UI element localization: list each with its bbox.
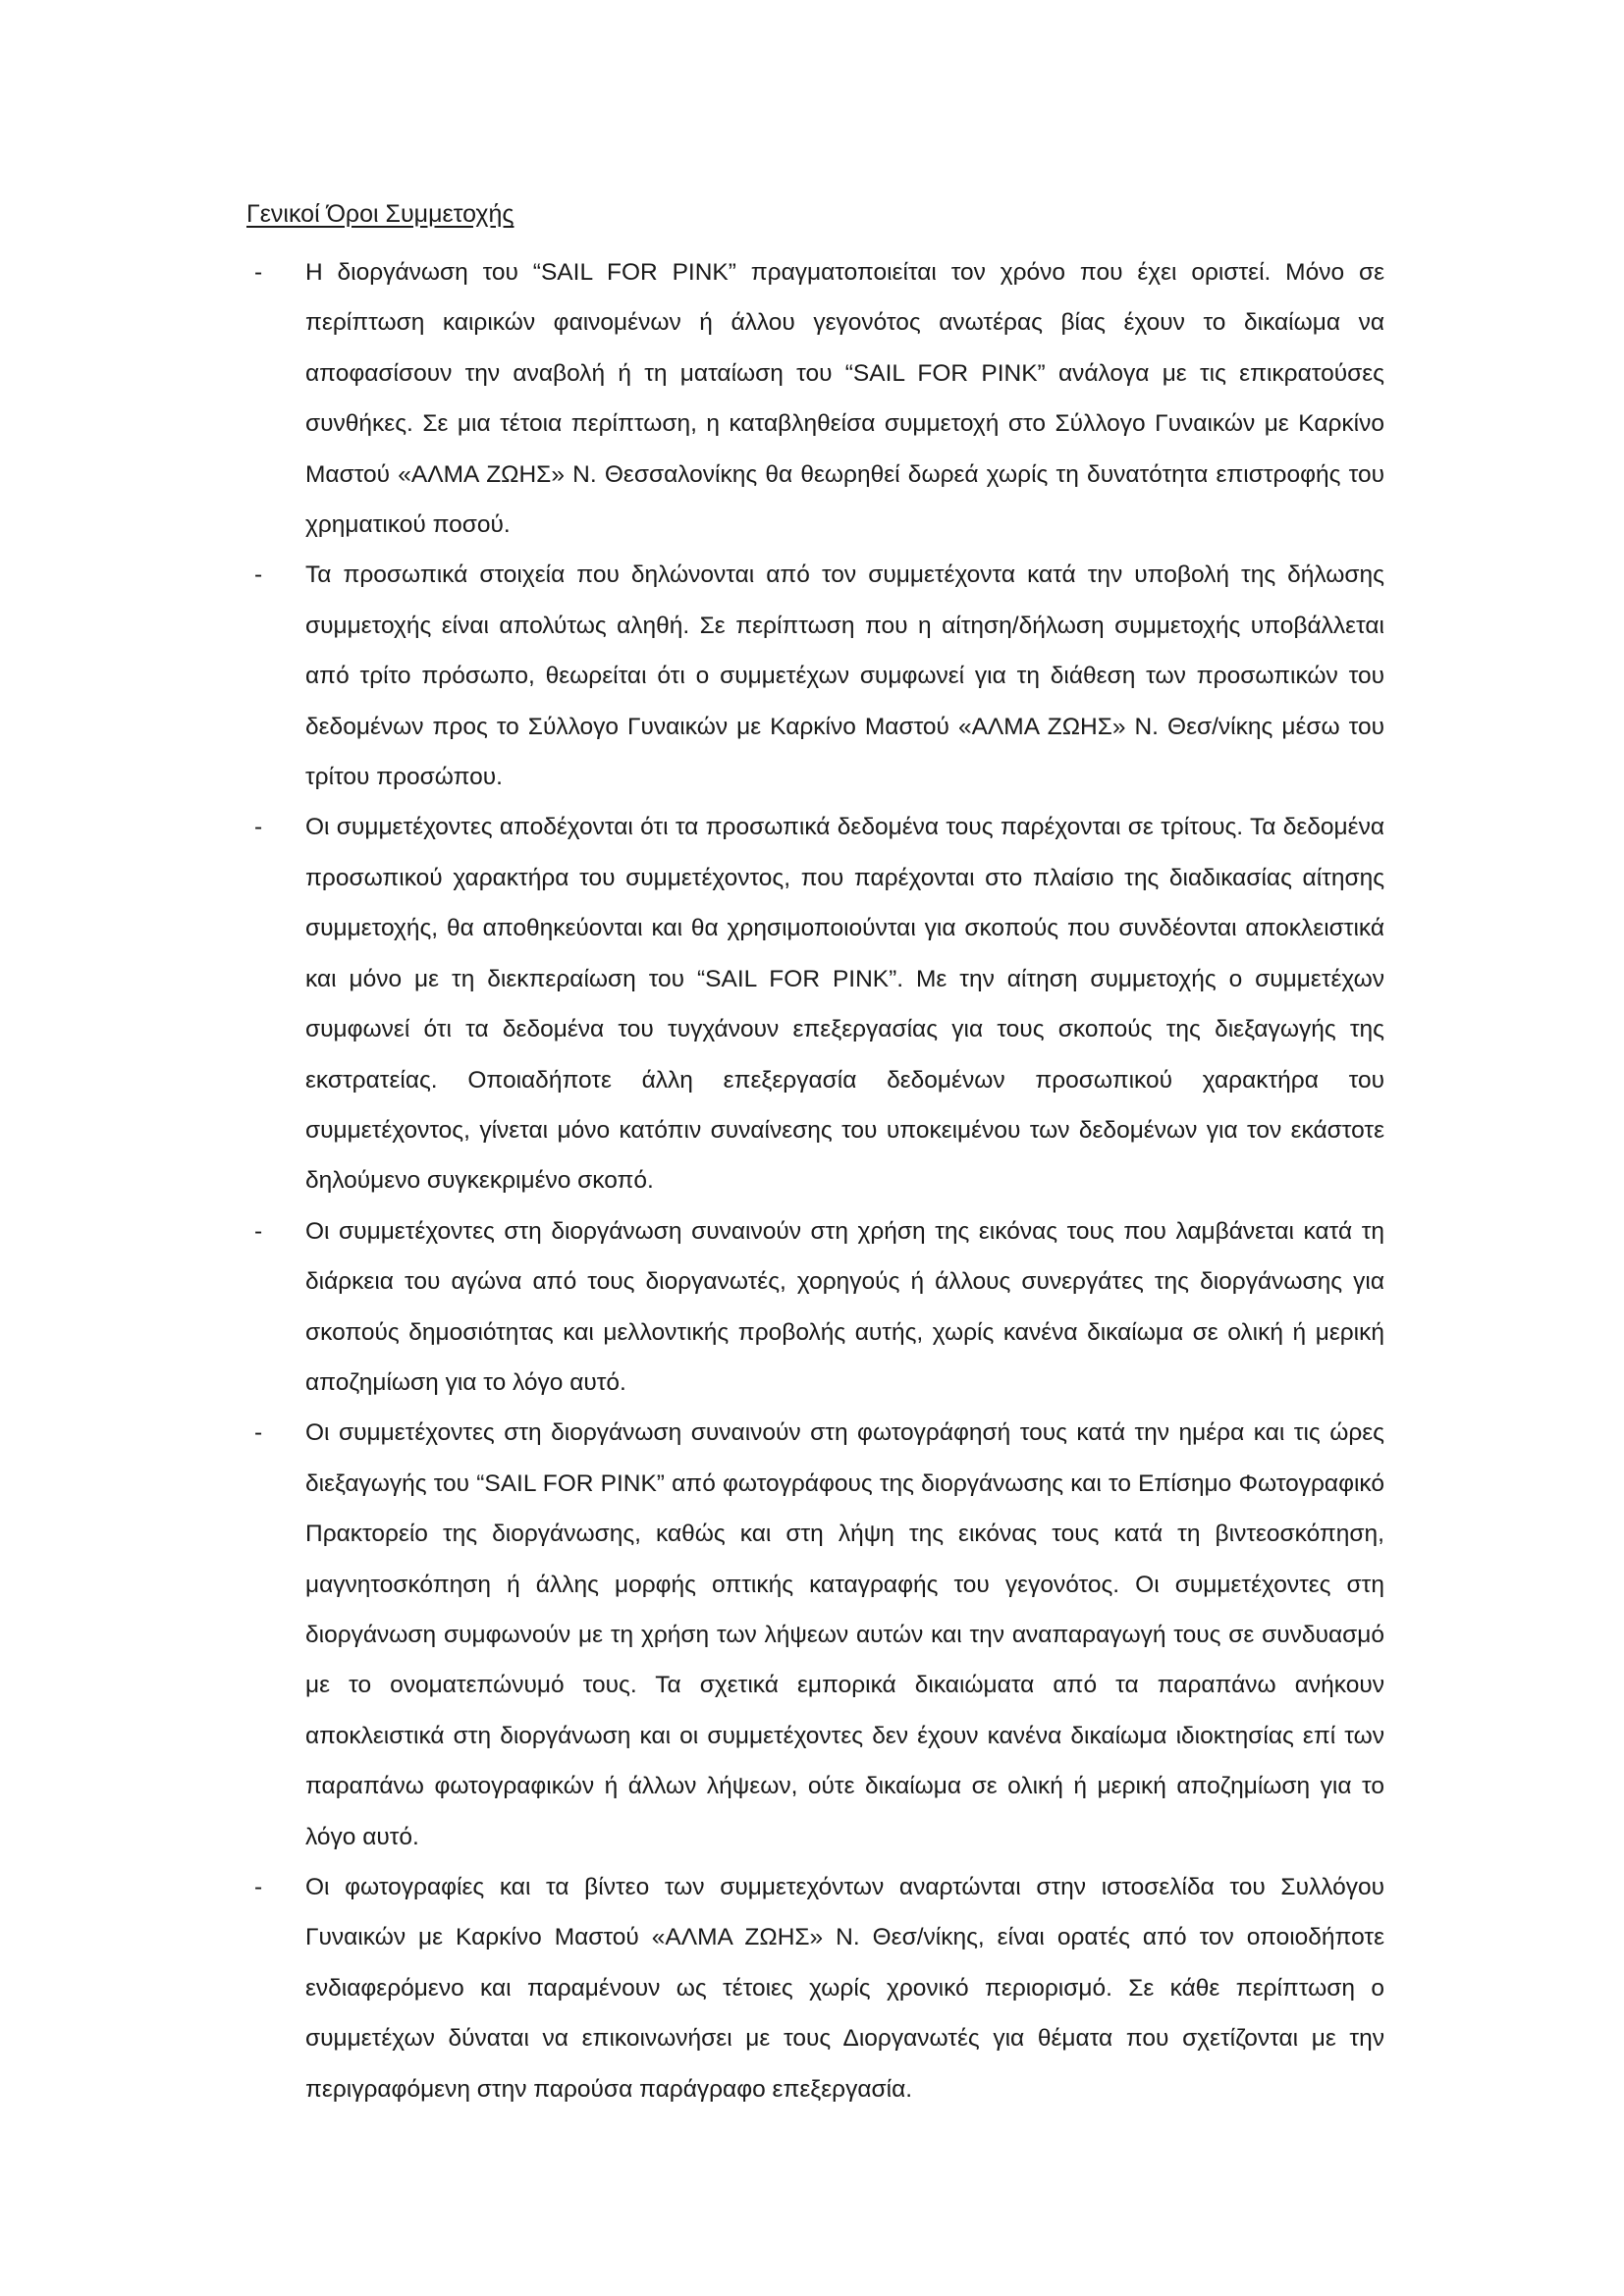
bullet-dash: -	[254, 1419, 263, 1447]
list-item	[246, 802, 1384, 1205]
term-text: Οι συμμετέχοντες στη διοργάνωση συναινούν στη χρήση της εικόνας τους που λαμβάνεται κατά τη διάρκεια του αγώνα από τους διοργανωτές, χορηγούς ή άλλους συνεργάτες της διοργάνωσης για σκοπούς δημοσιότητας και μελλοντικής προβολής αυτής, χωρίς κανένα δικαίωμα σε ολική ή μερική αποζημίωση για το λόγο αυτό.	[305, 1217, 1384, 1396]
list-item	[246, 1862, 1384, 2114]
page-title: Γενικοί Όροι Συμμετοχής	[246, 200, 514, 228]
term-text: Οι συμμετέχοντες αποδέχονται ότι τα προσωπικά δεδομένα τους παρέχονται σε τρίτους. Τα δεδομένα προσωπικού χαρακτήρα του συμμετέχοντος, που παρέχονται στο πλαίσιο της διαδικασίας αίτησης συμμετοχής, θα αποθηκεύονται και θα χρησιμοποιούνται για σκοπούς που συνδέονται αποκλειστικά και μόνο με τη διεκπεραίωση του “SAIL FOR PINK”. Με την αίτηση συμμετοχής ο συμμετέχων συμφωνεί ότι τα δεδομένα του τυγχάνουν επεξεργασίας για τους σκοπούς της διεξαγωγής της εκστρατείας. Οποιαδήποτε άλλη επεξεργασία δεδομένων προσωπικού χαρακτήρα του συμμετέχοντος, γίνεται μόνο κατόπιν συναίνεσης του υποκειμένου των δεδομένων για τον εκάστοτε δηλούμενο συγκεκριμένο σκοπό.	[305, 814, 1384, 1195]
bullet-dash: -	[254, 1217, 263, 1245]
term-text: Τα προσωπικά στοιχεία που δηλώνονται από τον συμμετέχοντα κατά την υποβολή της δήλωσης συμμετοχής είναι απολύτως αληθή. Σε περίπτωση που η αίτηση/δήλωση συμμετοχής υποβάλλεται από τρίτο πρόσωπο, θεωρείται ότι ο συμμετέχων συμφωνεί για τη διάθεση των προσωπικών του δεδομένων προς το Σύλλογο Γυναικών με Καρκίνο Μαστού «ΑΛΜΑ ΖΩΗΣ» Ν. Θεσ/νίκης μέσω του τρίτου προσώπου.	[305, 561, 1384, 791]
term-text: Οι συμμετέχοντες στη διοργάνωση συναινούν στη φωτογράφησή τους κατά την ημέρα και τις ώρες διεξαγωγής του “SAIL FOR PINK” από φωτογράφους της διοργάνωσης και το Επίσημο Φωτογραφικό Πρακτορείο της διοργάνωσης, καθώς και στη λήψη της εικόνας τους κατά τη βιντεοσκόπηση, μαγνητοσκόπηση ή άλλης μορφής οπτικής καταγραφής του γεγονότος. Οι συμμετέχοντες στη διοργάνωση συμφωνούν με τη χρήση των λήψεων αυτών και την αναπαραγωγή τους σε συνδυασμό με το ονοματεπώνυμό τους. Τα σχετικά εμπορικά δικαιώματα από τα παραπάνω ανήκουν αποκλειστικά στη διοργάνωση και οι συμμετέχοντες δεν έχουν κανένα δικαίωμα ιδιοκτησίας επί των παραπάνω φωτογραφικών ή άλλων λήψεων, ούτε δικαίωμα σε ολική ή μερική αποζημίωση για το λόγο αυτό.	[305, 1419, 1384, 1850]
term-text: Η διοργάνωση του “SAIL FOR PINK” πραγματοποιείται τον χρόνο που έχει οριστεί. Μόνο σε περίπτωση καιρικών φαινομένων ή άλλου γεγονότος ανωτέρας βίας έχουν το δικαίωμα να αποφασίσουν την αναβολή ή τη ματαίωση του “SAIL FOR PINK” ανάλογα με τις επικρατούσες συνθήκες. Σε μια τέτοια περίπτωση, η καταβληθείσα συμμετοχή στο Σύλλογο Γυναικών με Καρκίνο Μαστού «ΑΛΜΑ ΖΩΗΣ» Ν. Θεσσαλονίκης θα θεωρηθεί δωρεά χωρίς τη δυνατότητα επιστροφής του χρηματικού ποσού.	[305, 259, 1384, 539]
terms-list	[246, 247, 1384, 2114]
list-item	[246, 1206, 1384, 1409]
bullet-dash: -	[254, 814, 263, 841]
bullet-dash: -	[254, 1874, 263, 1900]
bullet-dash: -	[254, 561, 263, 589]
list-item	[246, 247, 1384, 550]
list-item	[246, 1408, 1384, 1862]
bullet-dash: -	[254, 259, 263, 286]
term-text: Οι φωτογραφίες και τα βίντεο των συμμετεχόντων αναρτώνται στην ιστοσελίδα του Συλλόγου Γυναικών με Καρκίνο Μαστού «ΑΛΜΑ ΖΩΗΣ» Ν. Θεσ/νίκης, είναι ορατές από τον οποιοδήποτε ενδιαφερόμενο και παραμένουν ως τέτοιες χωρίς χρονικό περιορισμό. Σε κάθε περίπτωση ο συμμετέχων δύναται να επικοινωνήσει με τους Διοργανωτές για θέματα που σχετίζονται με την περιγραφόμενη στην παρούσα παράγραφο επεξεργασία.	[305, 1874, 1384, 2103]
list-item	[246, 550, 1384, 802]
